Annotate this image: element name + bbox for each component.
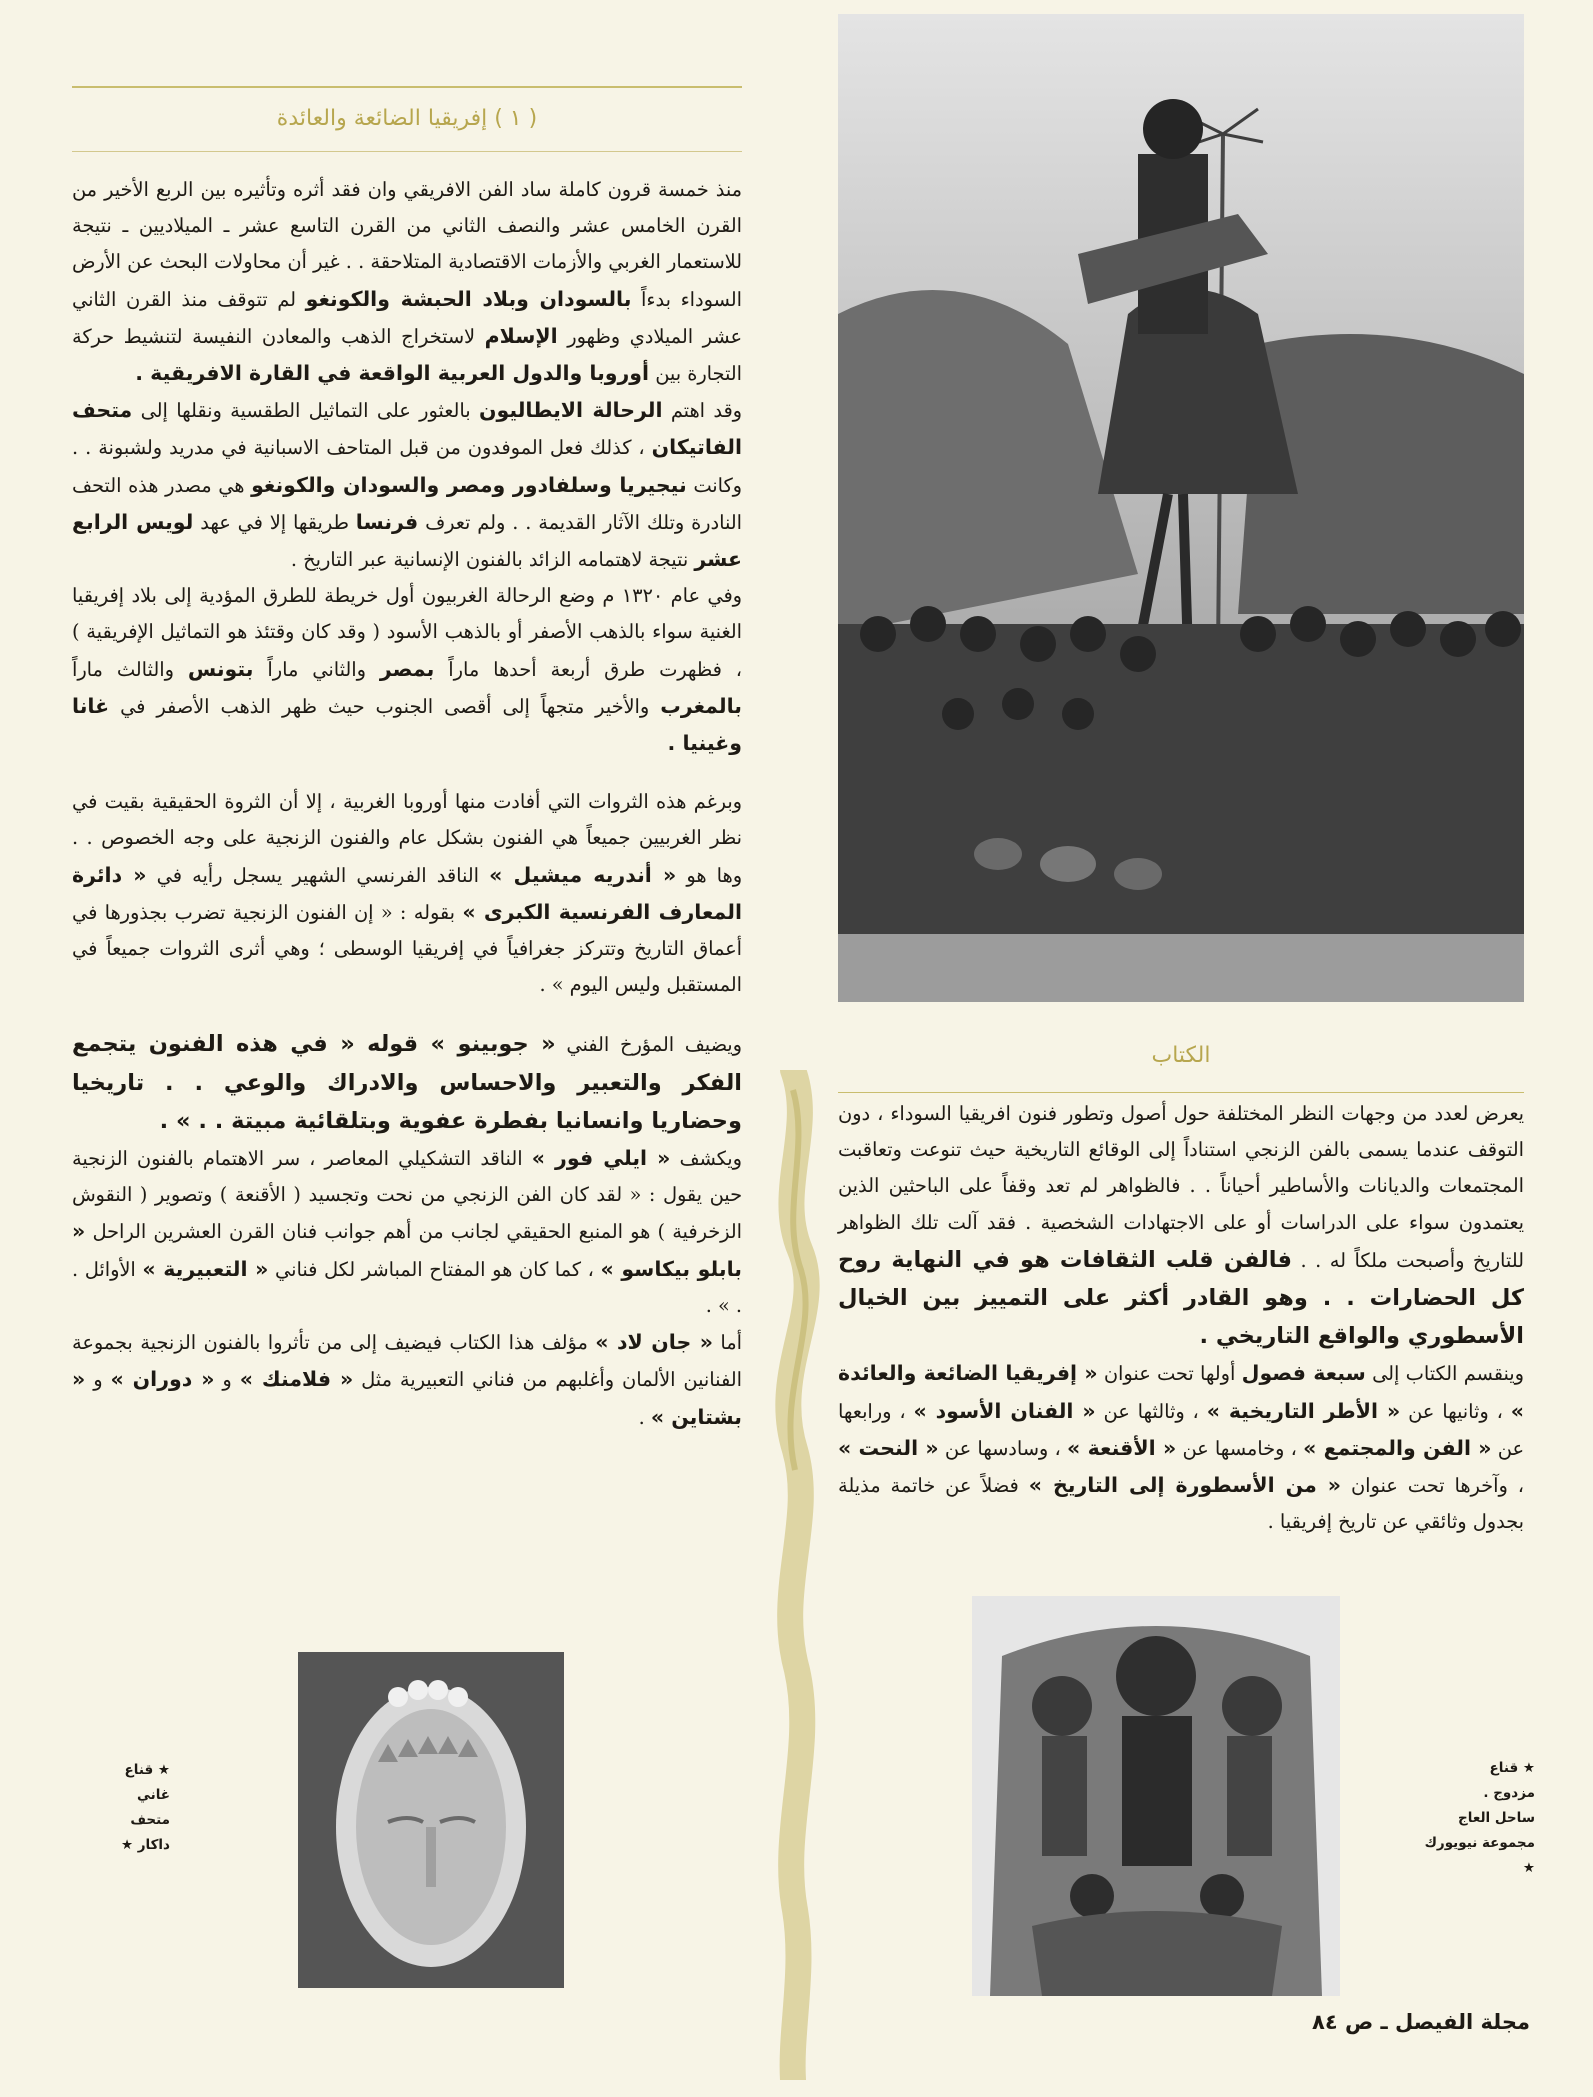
relief-illustration — [972, 1596, 1340, 1996]
paragraph-1: منذ خمسة قرون كاملة ساد الفن الافريقي وان فقد أثره وتأثيره بين الربع الأخير من القرن الخامس عشر والنصف الثاني من القرن التاسع عشر ـ الميلاديين ـ نتيجة للاستعمار الغربي والأزمات الاقتصادية المتلاحقة . . غير أن محاولات البحث عن الأرض السوداء بدءاً بالسودان وبلاد الحبشة والكونغو لم تتوقف منذ القرن الثاني عشر الميلادي وظهور الإسلام لاستخراج الذهب والمعادن النفيسة لتنشيط حركة التجارة بين أوروبا والدول العربية الواقعة في القارة الافريقية . — [72, 178, 742, 386]
mask-caption: ★ قناع غاني متحف داكار ★ — [120, 1762, 170, 1853]
section-title: ( ١ ) إفريقيا الضائعة والعائدة — [72, 106, 742, 146]
book-rule — [838, 1092, 1524, 1093]
page-footer: مجلة الفيصل ـ ص ٨٤ — [1312, 2010, 1530, 2034]
book-paragraph-1: يعرض لعدد من وجهات النظر المختلفة حول أصول وتطور فنون افريقيا السوداء ، دون التوقف عندما يسمى بالفن الزنجي استناداً إلى الوقائع التاريخية حيث تنوعت وتعاقبت المجتمعات والديانات والأساطير أحياناً . . فالظواهر لم تعد وقفاً على الباحثين الذين يعتمدون سواء على الدراسات أو على الاجتهادات الشخصية . فقد آلت تلك الظواهر للتاريخ وأصبحت ملكاً له . . فالفن قلب الثقافات هو في النهاية روح كل الحضارات . . وهو القادر أكثر على التمييز بين الخيال الأسطوري والواقع التاريخي . — [838, 1102, 1525, 1350]
paragraph-7: أما « جان لاد » مؤلف هذا الكتاب فيضيف إلى من تأثروا بالفنون الزنجية بجموعة الفنانين الألمان وأغلبهم من فناني التعبيرية مثل « فلامنك » و « دوران » و « بشتاين » . — [72, 1330, 742, 1429]
paragraph-6: ويكشف « ايلي فور » الناقد التشكيلي المعاصر ، سر الاهتمام بالفنون الزنجية حين يقول : « لقد كان الفن الزنجي من نحت وتجسيد ( الأقنعة ) وتصوير ( النقوش الزخرفية ) هو المنبع الحقيقي لجانب من أهم جوانب فنان القرن العشرين الراحل « بابلو بيكاسو » ، كما كان هو المفتاح المباشر لكل فناني « التعبيرية » الأوائل . . » . — [72, 1146, 742, 1317]
paragraph-4: وبرغم هذه الثروات التي أفادت منها أوروبا الغربية ، إلا أن الثروة الحقيقية بقيت في نظر الغربيين جميعاً هي الفنون بشكل عام والفنون الزنجية على وجه الخصوص . . وها هو « أندريه ميشيل » الناقد الفرنسي الشهير يسجل رأيه في « دائرة المعارف الفرنسية الكبرى » بقوله : « إن الفنون الزنجية تضرب بجذورها في أعماق التاريخ وتتركز جغرافياً في إفريقيا الوسطى ؛ وهي أثرى الثروات جميعاً في المستقبل وليس اليوم » . — [72, 790, 743, 997]
photo-illustration — [838, 14, 1524, 1002]
article-column-left — [72, 172, 742, 1436]
ghana-mask-photo — [298, 1652, 564, 1988]
ivory-relief-photo — [972, 1596, 1340, 1996]
decorative-ornament — [745, 1070, 840, 2080]
book-section-title: الكتاب — [1151, 1043, 1211, 1068]
article-column-right — [838, 1096, 1524, 1540]
paragraph-3: وفي عام ١٣٢٠ م وضع الرحالة الغربيون أول خريطة للطرق المؤدية إلى بلاد إفريقيا الغنية سواء بالذهب الأصفر أو بالذهب الأسود ( وقد كان وقتئذ هو التماثيل الإفريقية ) ، فظهرت طرق أربعة أحدها ماراً بمصر والثاني ماراً بتونس والثالث ماراً بالمغرب والأخير متجهاً إلى أقصى الجنوب حيث ظهر الذهب الأصفر في غانا وغينيا . — [72, 584, 742, 756]
paragraph-2: وقد اهتم الرحالة الايطاليون بالعثور على التماثيل الطقسية ونقلها إلى متحف الفاتيكان ، كذلك فعل الموفدون من قبل المتاحف الاسبانية في مدريد ولشبونة . . وكانت نيجيريا وسلفادور ومصر والسودان والكونغو هي مصدر هذه التحف النادرة وتلك الآثار القديمة . . ولم تعرف فرنسا طريقها إلا في عهد لويس الرابع عشر نتيجة لاهتمامه الزائد بالفنون الإنسانية عبر التاريخ . — [72, 398, 742, 572]
relief-caption: ★ قناع مزدوج . ساحل العاج مجموعة نيويورك ★ — [1424, 1760, 1535, 1876]
paragraph-5: ويضيف المؤرخ الفني « جوبينو » قوله « في هذه الفنون يتجمع الفكر والتعبير والاحساس والادراك والوعي . . تاريخيا وحضاريا وانسانيا بفطرة عفوية وبتلقائية مبيتة . . » . — [72, 1031, 742, 1134]
mask-illustration — [298, 1652, 564, 1988]
book-paragraph-2: وينقسم الكتاب إلى سبعة فصول أولها تحت عنوان « إفريقيا الضائعة والعائدة » ، وثانيها عن « الأطر التاريخية » ، وثالثها عن « الفنان الأسود » ، ورابعها عن « الفن والمجتمع » ، وخامسها عن « الأقنعة » ، وسادسها عن « النحت » ، وآخرها تحت عنوان « من الأسطورة إلى التاريخ » فضلاً عن خاتمة مذيلة بجدول وثائقي عن تاريخ إفريقيا . — [838, 1361, 1525, 1534]
stilt-dancer-photo — [838, 14, 1524, 1002]
top-rule — [72, 86, 742, 88]
